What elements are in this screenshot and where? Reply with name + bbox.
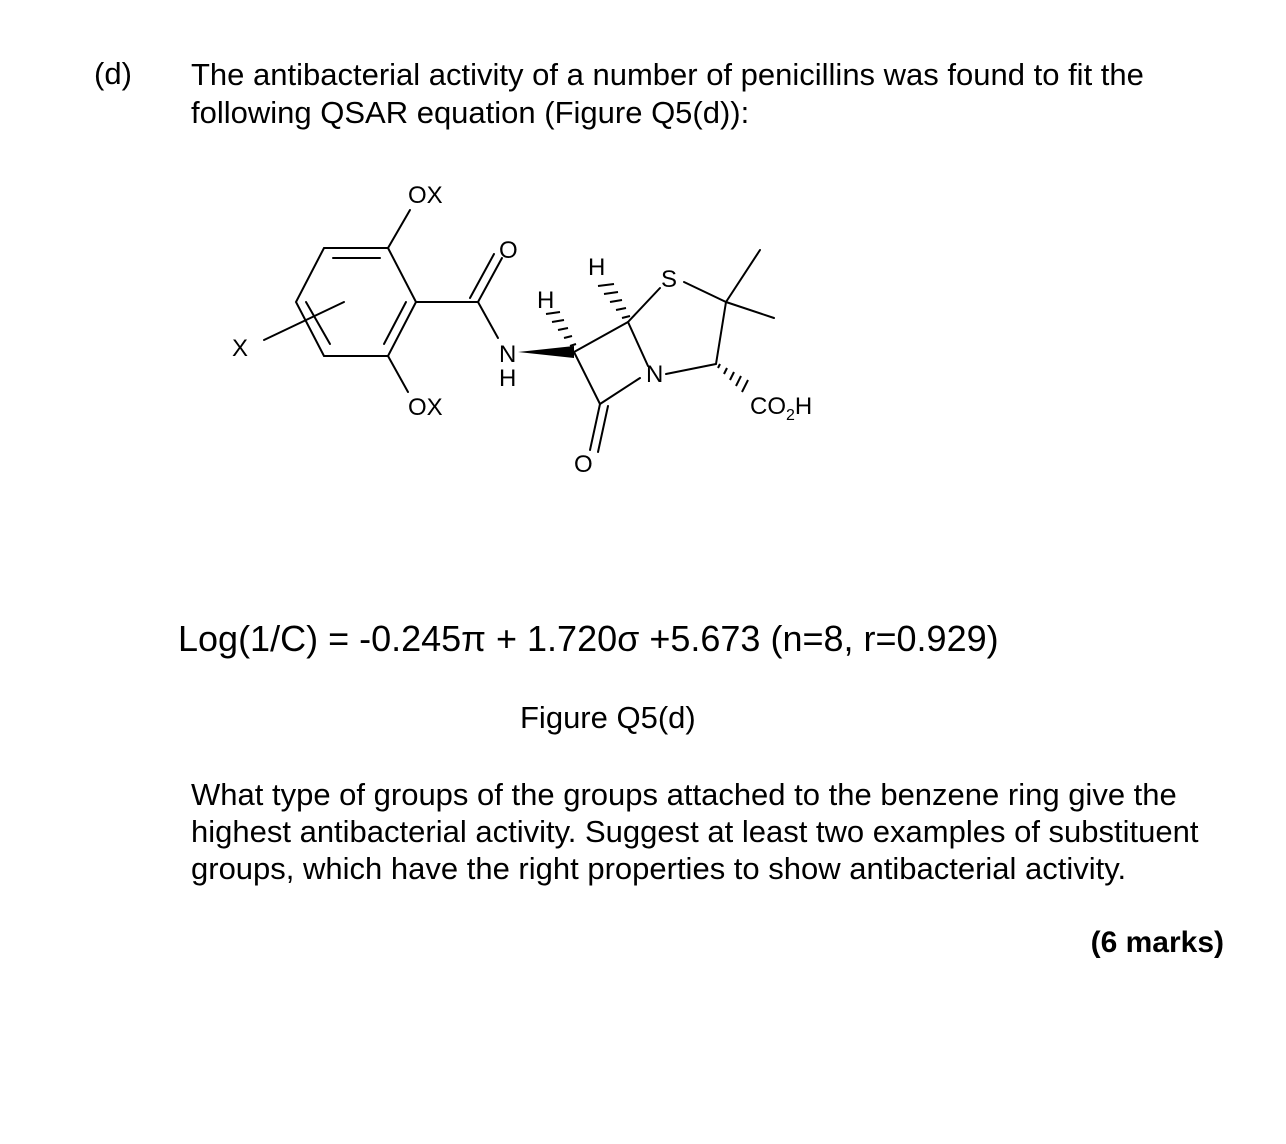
h-mid-label: H: [537, 287, 555, 314]
question-label: (d): [94, 56, 132, 91]
ox-bottom-label: OX: [408, 394, 443, 421]
carbonyl-oxygen-label: O: [499, 237, 518, 264]
ox-top-label: OX: [408, 182, 443, 209]
penicillin-structure-figure: [200, 170, 840, 490]
co2h-subscript: 2: [786, 407, 795, 424]
lactam-bond-left: [574, 352, 600, 404]
co2h-label: [750, 393, 812, 424]
lactam-bond-right: [628, 322, 648, 366]
thiazolidine-c-n-bond: [666, 364, 716, 374]
co2h-h: H: [794, 393, 813, 420]
lactam-carbonyl-bond-b: [598, 406, 608, 452]
thiazolidine-c-c-bond: [716, 302, 726, 364]
lactam-carbonyl-bond-a: [590, 404, 600, 450]
carbonyl-double-bond-a: [478, 258, 502, 302]
benzene-ring: [296, 248, 416, 356]
lactam-oxygen-label: O: [574, 451, 593, 478]
figure-caption: Figure Q5(d): [520, 700, 696, 735]
methyl-bond-1: [726, 250, 760, 302]
hashed-bond-co2h: [718, 364, 748, 392]
ox-bottom-bond: [388, 356, 408, 392]
question-prompt: What type of groups of the groups attached to the benzene ring give the highest antibacterial activity. Suggest at least two examples of substituent groups, which have the right properties to show antibacterial activity.: [191, 777, 1199, 886]
lactam-bond-top: [574, 322, 628, 352]
chemical-structure-drawing: [200, 170, 840, 490]
thiazolidine-c-s-bond: [628, 288, 660, 322]
amide-hydrogen-label: H: [499, 365, 517, 392]
sulfur-label: S: [661, 266, 678, 293]
ring-nitrogen-label: N: [646, 361, 664, 388]
ox-top-bond: [388, 210, 410, 248]
benzene-inner-bond-left: [306, 302, 330, 344]
lactam-bond-bottom: [600, 378, 640, 404]
amide-nitrogen-label: N: [499, 341, 517, 368]
marks-label: (6 marks): [1090, 926, 1224, 959]
methyl-bond-2: [726, 302, 774, 318]
co2h-co: CO: [750, 393, 786, 420]
h-top-label: H: [588, 254, 606, 281]
benzene-inner-bond-right: [384, 302, 406, 344]
x-substituent-label: X: [232, 335, 249, 362]
hashed-bond-h-mid: [546, 312, 576, 346]
carbonyl-double-bond-b: [470, 254, 494, 298]
qsar-equation: Log(1/C) = -0.245π + 1.720σ +5.673 (n=8, r=0.929): [178, 618, 999, 659]
wedge-bond: [518, 346, 574, 358]
hashed-bond-h-top: [598, 284, 630, 318]
thiazolidine-s-c-bond: [684, 282, 726, 302]
carbonyl-n-bond: [478, 302, 498, 338]
question-intro: The antibacterial activity of a number of penicillins was found to fit the following QSAR equation (Figure Q5(d)):: [191, 57, 1144, 130]
x-substituent-bond: [264, 302, 344, 340]
